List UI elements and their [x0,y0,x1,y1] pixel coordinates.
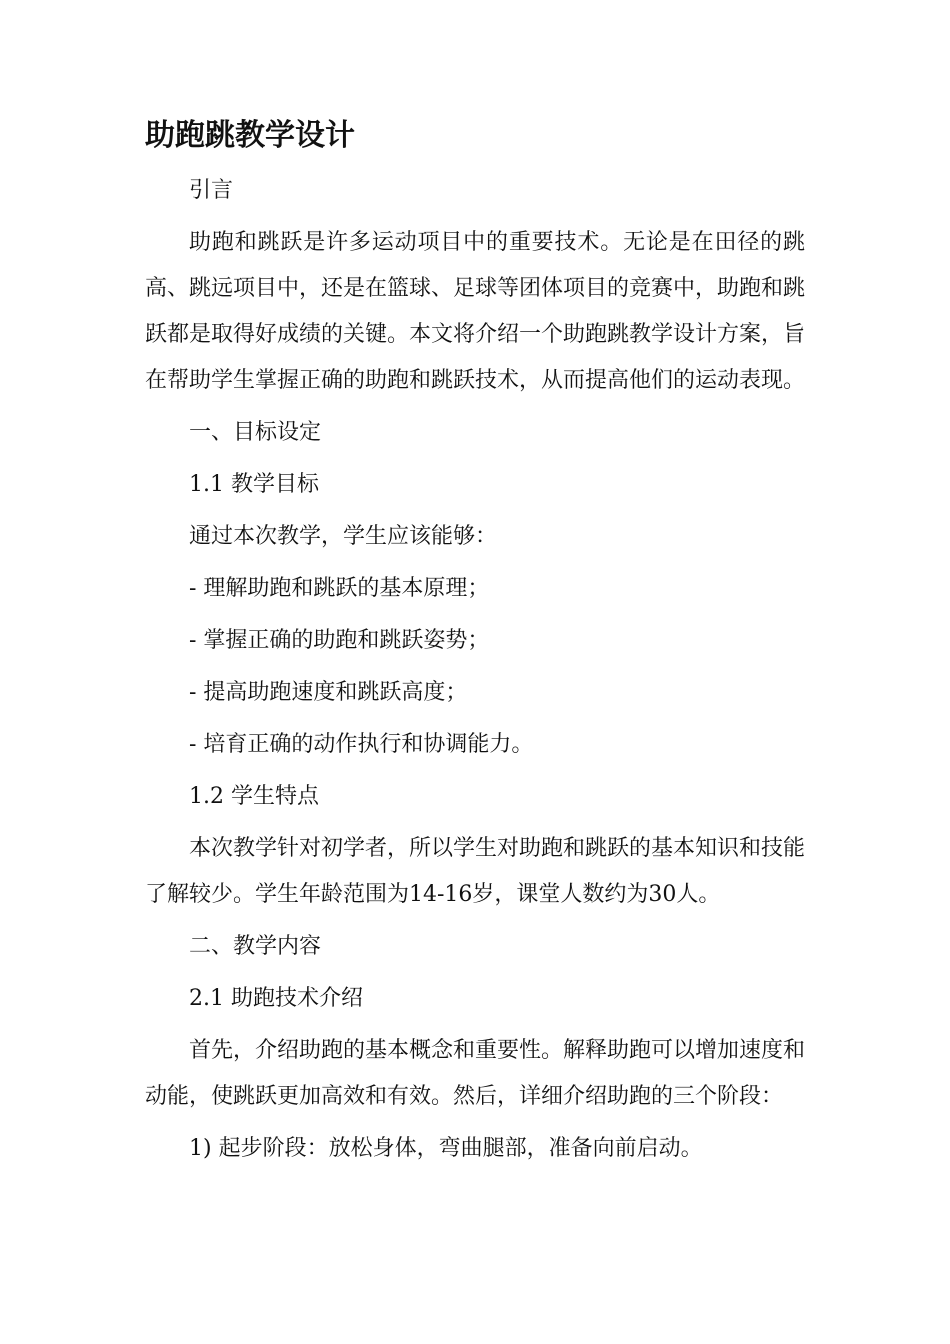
intro-heading: 引言 [189,178,234,203]
section-2-heading: 二、教学内容 [189,934,322,959]
goal-item: - 理解助跑和跳跃的基本原理； [189,576,490,601]
subsection-2-1-paragraph: 首先，介绍助跑的基本概念和重要性。解释助跑可以增加速度和动能，使跳跃更加高效和有效。然后，详细介绍助跑的三个阶段： [145,1038,806,1109]
subsection-2-1-heading: 2.1 助跑技术介绍 [189,986,363,1011]
intro-paragraph: 助跑和跳跃是许多运动项目中的重要技术。无论是在田径的跳高、跳远项目中，还是在篮球、足球等团体项目的竞赛中，助跑和跳跃都是取得好成绩的关键。本文将介绍一个助跑跳教学设计方案，旨在帮助学生掌握正确的助跑和跳跃技术，从而提高他们的运动表现。 [145,230,806,393]
document-title: 助跑跳教学设计 [145,118,355,153]
document-body [145,112,805,1178]
subsection-1-1-heading: 1.1 教学目标 [189,472,319,497]
goal-item: - 提高助跑速度和跳跃高度； [189,680,468,705]
goal-item: - 掌握正确的助跑和跳跃姿势； [189,628,490,653]
stage-item: 1) 起步阶段：放松身体，弯曲腿部，准备向前启动。 [189,1136,703,1161]
section-1-heading: 一、目标设定 [189,420,322,445]
subsection-1-2-heading: 1.2 学生特点 [189,784,319,809]
subsection-1-1-lead: 通过本次教学，学生应该能够： [189,524,498,549]
subsection-1-2-paragraph: 本次教学针对初学者，所以学生对助跑和跳跃的基本知识和技能了解较少。学生年龄范围为14-16岁，课堂人数约为30人。 [145,836,806,907]
goal-item: - 培育正确的动作执行和协调能力。 [189,732,534,757]
